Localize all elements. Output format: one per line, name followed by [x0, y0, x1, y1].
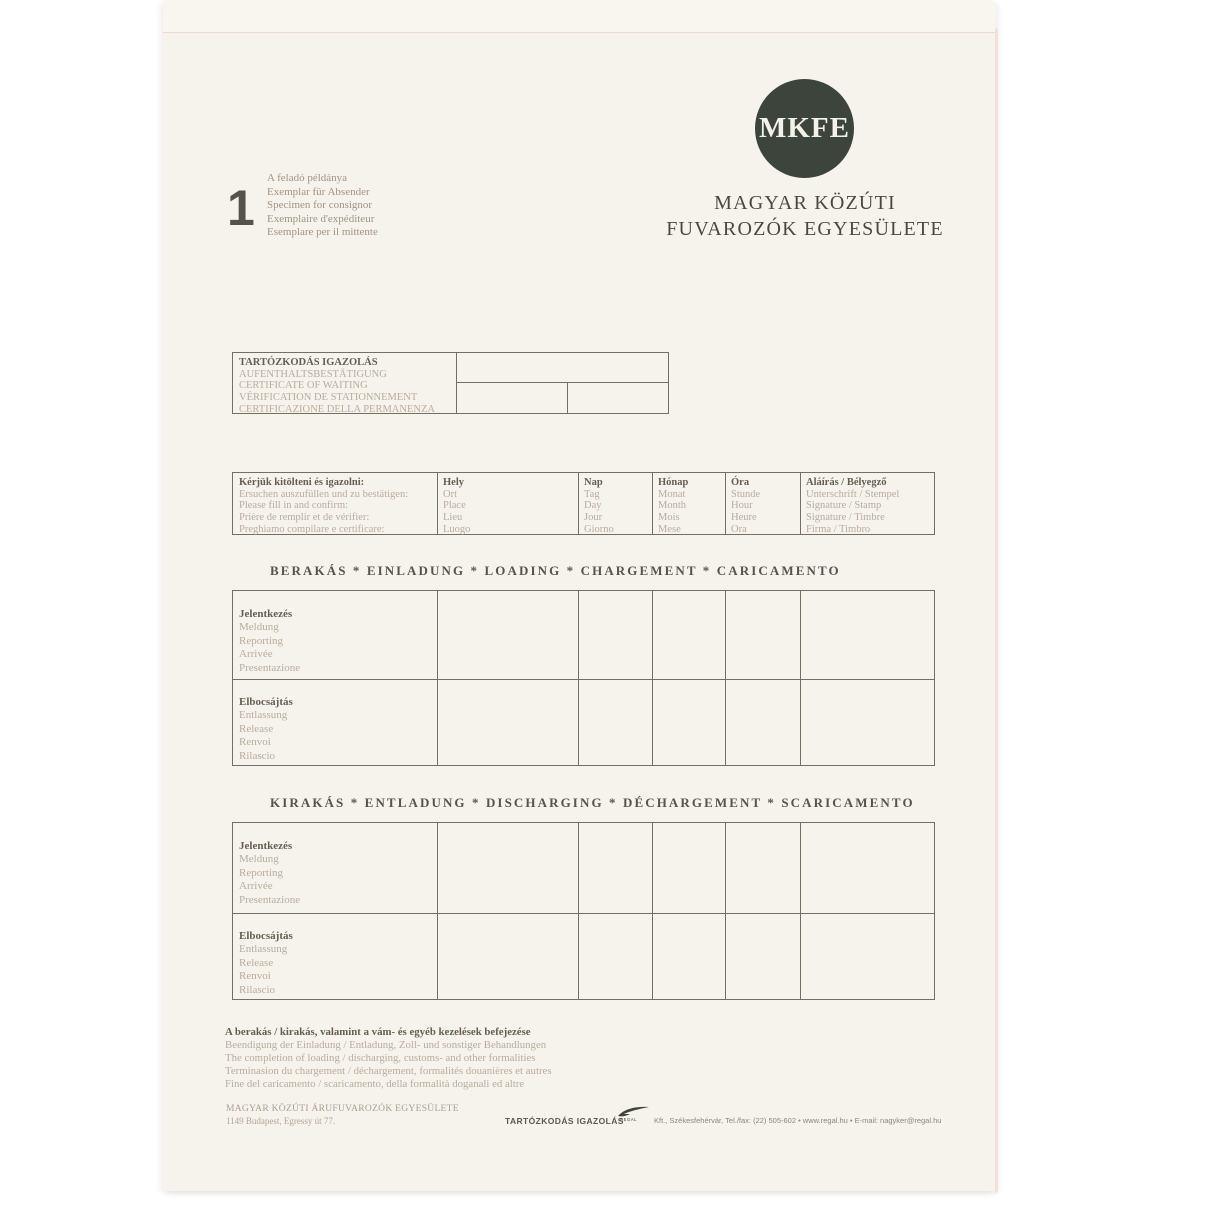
- footer-association-name: MAGYAR KÖZÚTI ÁRUFUVAROZÓK EGYESÜLETE: [226, 1104, 459, 1114]
- grid-line: [725, 473, 726, 534]
- grid-line: [652, 591, 653, 765]
- form-page: [163, 0, 996, 1191]
- grid-line: [800, 473, 801, 534]
- footer-association-address: 1149 Budapest, Egressy út 77.: [226, 1116, 336, 1126]
- printer-contact-info: Kft., Székesfehérvár, Tel./fax: (22) 505-602 • www.regal.hu • E-mail: nagyker@regal.hu: [654, 1116, 942, 1125]
- regal-printer-logo-icon: [616, 1105, 650, 1125]
- column-header-signature: Aláírás / Bélyegző Unterschrift / Stempel Signature / Stamp Signature / Timbre Firma / Timbro: [806, 477, 900, 535]
- grid-line: [437, 591, 438, 765]
- grid-line: [567, 382, 568, 413]
- loading-reporting-label: Jelentkezés Meldung Reporting Arrivée Presentazione: [239, 608, 301, 674]
- discharging-section-heading: KIRAKÁS * ENTLADUNG * DISCHARGING * DÉCHARGEMENT * SCARICAMENTO: [270, 795, 915, 810]
- pad-binding-edge: [163, 0, 996, 33]
- grid-line: [725, 591, 726, 765]
- grid-line: [233, 679, 934, 680]
- loading-table: [232, 590, 935, 766]
- grid-line: [437, 823, 438, 999]
- copy-designation: A feladó példánya Exemplar für Absender Specimen for consignor Exemplaire d'expéditeur Esemplare per il mittente: [267, 172, 378, 239]
- fill-instructions: Kérjük kitölteni és igazolni: Ersuchen auszufüllen und zu bestätigen: Please fill in and confirm: Prière de remplir et de vérifier: Preghiamo compilare e certificare:: [239, 477, 409, 535]
- column-header-day: Nap Tag Day Jour Giorno: [584, 477, 614, 535]
- column-header-place: Hely Ort Place Lieu Luogo: [443, 477, 471, 535]
- association-name: [625, 190, 985, 242]
- grid-line: [437, 473, 438, 534]
- association-name-line2: FUVAROZÓK EGYESÜLETE: [666, 218, 944, 240]
- certificate-of-waiting-box: [232, 352, 669, 414]
- grid-line: [456, 353, 457, 413]
- grid-line: [652, 823, 653, 999]
- certificate-title: TARTÓZKODÁS IGAZOLÁS AUFENTHALTSBESTÄTIGUNG CERTIFICATE OF WAITING VÉRIFICATION DE STATIONNEMENT CERTIFICAZIONE DELLA PERMANENZA: [239, 357, 435, 415]
- grid-line: [652, 473, 653, 534]
- column-header-hour: Óra Stunde Hour Heure Ora: [731, 477, 761, 535]
- grid-line: [456, 382, 668, 383]
- copy-number: 1: [227, 180, 255, 236]
- grid-line: [578, 591, 579, 765]
- grid-line: [800, 823, 801, 999]
- discharging-table: [232, 822, 935, 1000]
- footer-document-title: TARTÓZKODÁS IGAZOLÁS: [505, 1116, 624, 1126]
- grid-line: [800, 591, 801, 765]
- completion-note: A berakás / kirakás, valamint a vám- és egyéb kezelések befejezése Beendigung der Einladung / Entladung, Zoll- und sonstiger Behandlungen The completion of loading / discharging, customs- and other formalities Terminasion du chargement / déchargement, formalités douanières et autres Fine del caricamento / scaricamento, della formalità doganali ed altre: [225, 1026, 552, 1090]
- loading-section-heading: BERAKÁS * EINLADUNG * LOADING * CHARGEMENT * CARICAMENTO: [270, 563, 841, 578]
- fill-instruction-table: [232, 472, 935, 535]
- discharging-reporting-label: Jelentkezés Meldung Reporting Arrivée Presentazione: [239, 840, 301, 906]
- grid-line: [725, 823, 726, 999]
- mkfe-logo-text: MKFE: [759, 112, 850, 144]
- grid-line: [233, 913, 934, 914]
- grid-line: [578, 473, 579, 534]
- svg-text:REGAL: REGAL: [620, 1117, 638, 1122]
- mkfe-logo: [755, 79, 854, 178]
- loading-release-label: Elbocsájtás Entlassung Release Renvoi Rilascio: [239, 696, 293, 762]
- column-header-month: Hónap Monat Month Mois Mese: [658, 477, 689, 535]
- discharging-release-label: Elbocsájtás Entlassung Release Renvoi Rilascio: [239, 930, 293, 996]
- association-name-line1: MAGYAR KÖZÚTI: [714, 192, 896, 214]
- grid-line: [578, 823, 579, 999]
